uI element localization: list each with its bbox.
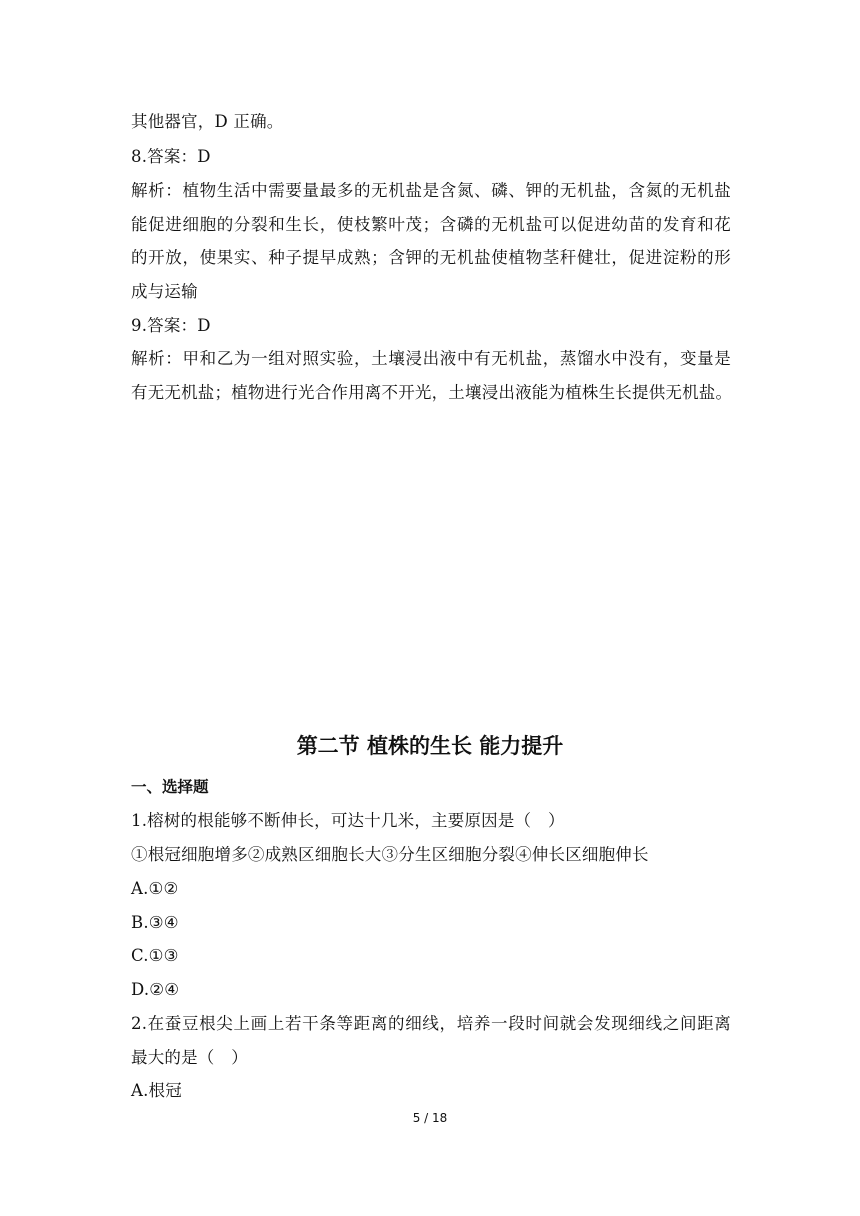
explanation-8-line-2: 能促进细胞的分裂和生长，使枝繁叶茂；含磷的无机盐可以促进幼苗的发育和花 (131, 215, 731, 234)
question-1: 1.榕树的根能够不断伸长，可达十几米，主要原因是（ ） (131, 811, 565, 830)
section-title: 第二节 植株的生长 能力提升 (296, 734, 564, 758)
explanation-9-line-2: 有无无机盐；植物进行光合作用离不开光，土壤浸出液能为植株生长提供无机盐。 (131, 383, 733, 402)
question-1-statements: ①根冠细胞增多②成熟区细胞长大③分生区细胞分裂④伸长区细胞伸长 (131, 845, 649, 864)
option-d: D.②④ (131, 980, 180, 999)
question-2-option-a: A.根冠 (131, 1081, 182, 1100)
section-heading: 一、选择题 (131, 778, 209, 796)
option-c: C.①③ (131, 946, 179, 965)
explanation-8-line-1: 解析：植物生活中需要量最多的无机盐是含氮、磷、钾的无机盐，含氮的无机盐 (131, 181, 731, 200)
explanation-8-line-4: 成与运输 (131, 282, 198, 301)
answer-label-9: 9.答案：D (131, 316, 211, 335)
question-2-line-2: 最大的是（ ） (131, 1048, 248, 1067)
option-a: A.①② (131, 879, 179, 898)
explanation-8-line-3: 的开放，使果实、种子提早成熟；含钾的无机盐使植物茎秆健壮，促进淀粉的形 (131, 248, 731, 267)
option-b: B.③④ (131, 913, 179, 932)
answer-text-line: 其他器官，D 正确。 (131, 112, 284, 131)
answer-label-8: 8.答案：D (131, 147, 211, 166)
question-2-line-1: 2.在蚕豆根尖上画上若干条等距离的细线，培养一段时间就会发现细线之间距离 (131, 1014, 731, 1033)
page-number: 5 / 18 (412, 1111, 448, 1125)
explanation-9-line-1: 解析：甲和乙为一组对照实验，土壤浸出液中有无机盐，蒸馏水中没有，变量是 (131, 349, 731, 368)
